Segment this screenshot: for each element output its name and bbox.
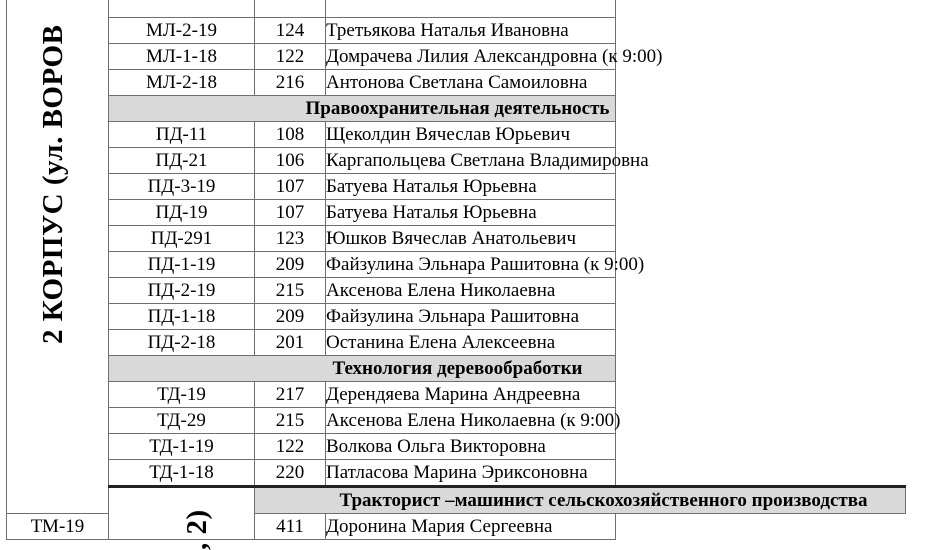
section-title: Тракторист –машинист сельскохозяйственного производства: [339, 490, 868, 511]
room-cell: 217: [255, 382, 326, 408]
group-cell: ПД-11: [109, 122, 255, 148]
table-row: [7, 174, 906, 200]
section-header-row: [7, 96, 906, 122]
room-cell: 201: [255, 330, 326, 356]
group-cell: ПД-2-18: [109, 330, 255, 356]
corps-3-label: , 2): [181, 509, 213, 550]
table-row: [7, 44, 906, 70]
table-row: [7, 200, 906, 226]
section-title: Правоохранительная деятельность: [305, 98, 610, 119]
room-cell: 209: [255, 304, 326, 330]
teacher-cell: Батуева Наталья Юрьевна: [326, 174, 616, 200]
teacher-cell: Волкова Ольга Викторовна: [326, 434, 616, 460]
room-cell: 220: [255, 460, 326, 487]
section-header: [109, 96, 616, 122]
corps-2-label: 2 КОРПУС (ул. ВОРОВ: [37, 24, 69, 344]
room-cell: 209: [255, 252, 326, 278]
room-cell: 215: [255, 278, 326, 304]
schedule-table: [6, 0, 906, 550]
table-row: [7, 434, 906, 460]
room-cell: 107: [255, 200, 326, 226]
group-cell: ПД-19: [109, 200, 255, 226]
teacher-cell: [326, 0, 616, 18]
table-row: [7, 278, 906, 304]
teacher-cell: Файзулина Эльнара Рашитовна: [326, 304, 616, 330]
group-cell: МЛ-1-18: [109, 44, 255, 70]
teacher-cell: Файзулина Эльнара Рашитовна (к 9:00): [326, 252, 616, 278]
group-cell: [109, 0, 255, 18]
group-cell: ТД-1-18: [109, 460, 255, 487]
table-row: [7, 70, 906, 96]
teacher-cell: Патласова Марина Эриксоновна: [326, 460, 616, 487]
room-cell: 123: [255, 226, 326, 252]
room-cell: 411: [255, 514, 326, 540]
table-row: [7, 226, 906, 252]
table-row: [7, 122, 906, 148]
room-cell: 122: [255, 434, 326, 460]
section-header-row: [7, 487, 906, 514]
section-title: Технология деревообработки: [332, 358, 583, 379]
table-row: [7, 382, 906, 408]
room-cell: 107: [255, 174, 326, 200]
teacher-cell: Батуева Наталья Юрьевна: [326, 200, 616, 226]
room-cell: [255, 0, 326, 18]
group-cell: ПД-1-19: [109, 252, 255, 278]
group-cell: ПД-291: [109, 226, 255, 252]
teacher-cell: Щеколдин Вячеслав Юрьевич: [326, 122, 616, 148]
group-cell: ТД-19: [109, 382, 255, 408]
section-header-row: [7, 356, 906, 382]
teacher-cell: Юшков Вячеслав Анатольевич: [326, 226, 616, 252]
table-row: [7, 330, 906, 356]
teacher-cell: Дерендяева Марина Андреевна: [326, 382, 616, 408]
room-cell: 215: [255, 408, 326, 434]
room-cell: 108: [255, 122, 326, 148]
corps-3-cell: [109, 487, 255, 550]
group-cell: ТД-29: [109, 408, 255, 434]
table-row: [7, 408, 906, 434]
teacher-cell: Аксенова Елена Николаевна: [326, 278, 616, 304]
room-cell: 124: [255, 18, 326, 44]
room-cell: 216: [255, 70, 326, 96]
table-row: [7, 460, 906, 487]
group-cell: ПД-3-19: [109, 174, 255, 200]
section-header: [109, 356, 616, 382]
teacher-cell: Антонова Светлана Самоиловна: [326, 70, 616, 96]
teacher-cell: Каргапольцева Светлана Владимировна: [326, 148, 616, 174]
table-row: [7, 18, 906, 44]
table-row: [7, 0, 906, 18]
room-cell: 106: [255, 148, 326, 174]
teacher-cell: Третьякова Наталья Ивановна: [326, 18, 616, 44]
section-header: [255, 487, 906, 514]
group-cell: ПД-2-19: [109, 278, 255, 304]
table-row: [7, 304, 906, 330]
table-row: [7, 252, 906, 278]
teacher-cell: Останина Елена Алексеевна: [326, 330, 616, 356]
group-cell: ТД-1-19: [109, 434, 255, 460]
table-row: [7, 148, 906, 174]
teacher-cell: Домрачева Лилия Александровна (к 9:00): [326, 44, 616, 70]
group-cell: ТМ-19: [7, 514, 109, 540]
group-cell: МЛ-2-19: [109, 18, 255, 44]
teacher-cell: Доронина Мария Сергеевна: [326, 514, 616, 540]
group-cell: ПД-21: [109, 148, 255, 174]
room-cell: 122: [255, 44, 326, 70]
corps-2-cell: [7, 0, 109, 514]
group-cell: МЛ-2-18: [109, 70, 255, 96]
teacher-cell: Аксенова Елена Николаевна (к 9:00): [326, 408, 616, 434]
group-cell: ПД-1-18: [109, 304, 255, 330]
